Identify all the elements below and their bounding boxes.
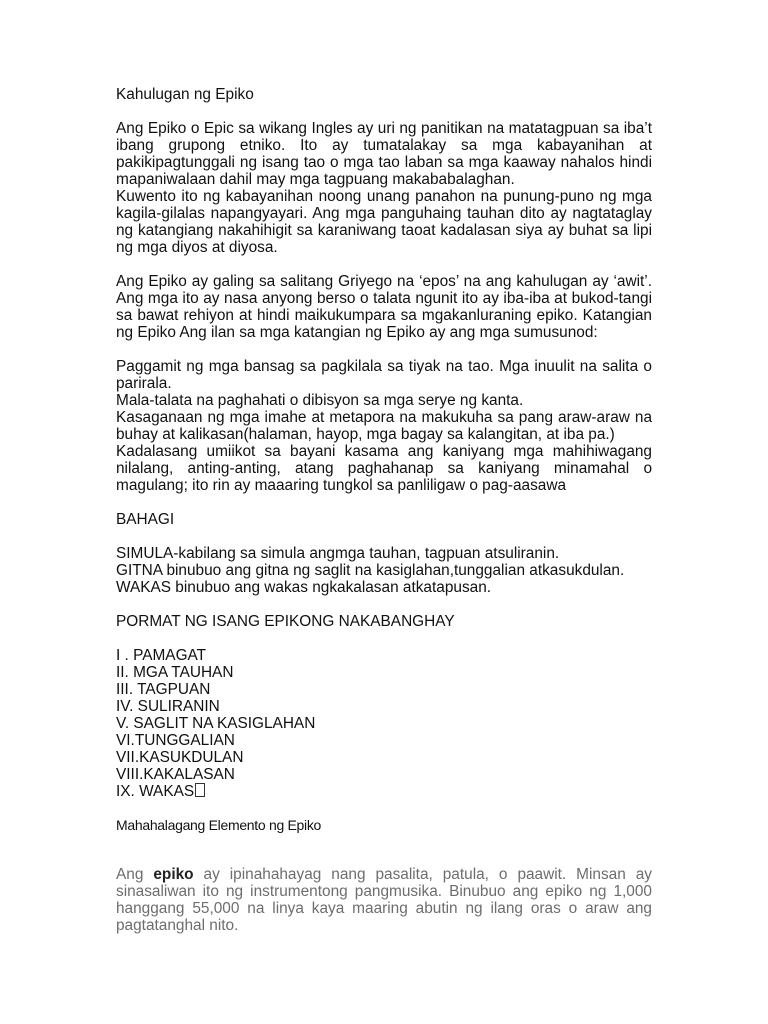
intro-paragraph-2: Kuwento ito ng kabayanihan noong unang panahon na punung-puno ng mga kagila-gilalas napangyayari. Ang mga panguhaing tauhan dito ay nagtataglay ng katangiang nakahihigit sa karaniwang taoat kadalasan siya ay buhat sa lipi ng mga diyos at diyosa.	[116, 188, 652, 256]
elemento-rest: ay ipinahahayag nang pasalita, patula, o paawit. Minsan ay sinasaliwan ito ng instrumentong pangmusika. Binubuo ang epiko ng 1,000 hanggang 55,000 na linya kaya maaring abutin ng ilang oras o araw ang pagtatanghal nito.	[116, 866, 652, 935]
elemento-paragraph	[116, 866, 652, 934]
katangian-item-1: Paggamit ng mga bansag sa pagkilala sa tiyak na tao. Mga inuulit na salita o parirala.	[116, 358, 652, 392]
intro-paragraph-3: Ang Epiko ay galing sa salitang Griyego na ‘epos’ na ang kahulugan ay ‘awit’. Ang mga ito ay nasa anyong berso o talata ngunit ito ay iba-iba at bukod-tangi sa bawat rehiyon at hindi maikukumpara sa mgakanluraning epiko. Katangian ng Epiko Ang ilan sa mga katangian ng Epiko ay ang mga sumusunod:	[116, 273, 652, 341]
elemento-bold-word: epiko	[153, 866, 194, 884]
intro-paragraph-1: Ang Epiko o Epic sa wikang Ingles ay uri ng panitikan na matatagpuan sa iba’t ibang grupong etniko. Ito ay tumatalakay sa mga kabayanihan at pakikipagtunggali ng isang tao o mga tao laban sa mga kaaway nahalos hindi mapaniwalaan dahil may mga tagpuang makababalaghan.	[116, 120, 652, 188]
katangian-item-4: Kadalasang umiikot sa bayani kasama ang kaniyang mga mahihiwagang nilalang, anting-anting, atang paghahanap sa kaniyang minamahal o magulang; ito rin ay maaaring tungkol sa panliligaw o pag-aasawa	[116, 443, 652, 494]
pormat-item-9-text: IX. WAKAS	[116, 783, 195, 800]
pormat-item-4: IV. SULIRANIN	[116, 698, 220, 715]
pormat-heading: PORMAT NG ISANG EPIKONG NAKABANGHAY	[116, 613, 455, 630]
pormat-item-7: VII.KASUKDULAN	[116, 749, 244, 766]
pormat-item-3: III. TAGPUAN	[116, 681, 211, 698]
pormat-item-1: I . PAMAGAT	[116, 647, 207, 664]
elemento-heading: Mahahalagang Elemento ng Epiko	[116, 817, 322, 833]
bahagi-heading: BAHAGI	[116, 511, 175, 528]
katangian-item-3: Kasaganaan ng mga imahe at metapora na makukuha sa pang araw-araw na buhay at kalikasan(halaman, hayop, mga bagay sa kalangitan, at iba pa.)	[116, 409, 652, 443]
document-page	[116, 86, 652, 950]
katangian-item-2: Mala-talata na paghahati o dibisyon sa mga serye ng kanta.	[116, 392, 524, 409]
bahagi-item-gitna: GITNA binubuo ang gitna ng saglit na kasiglahan,tunggalian atkasukdulan.	[116, 562, 625, 579]
pormat-item-8: VIII.KAKALASAN	[116, 766, 235, 783]
bahagi-item-wakas: WAKAS binubuo ang wakas ngkakalasan atkatapusan.	[116, 579, 492, 596]
document-title: Kahulugan ng Epiko	[116, 86, 254, 103]
bahagi-item-simula: SIMULA-kabilang sa simula angmga tauhan, tagpuan atsuliranin.	[116, 545, 560, 562]
elemento-lead: Ang	[116, 866, 154, 884]
pormat-item-2: II. MGA TAUHAN	[116, 664, 234, 681]
pormat-item-9	[116, 783, 652, 800]
pormat-item-5: V. SAGLIT NA KASIGLAHAN	[116, 715, 316, 732]
pormat-item-6: VI.TUNGGALIAN	[116, 732, 235, 749]
missing-glyph-icon	[195, 783, 205, 797]
